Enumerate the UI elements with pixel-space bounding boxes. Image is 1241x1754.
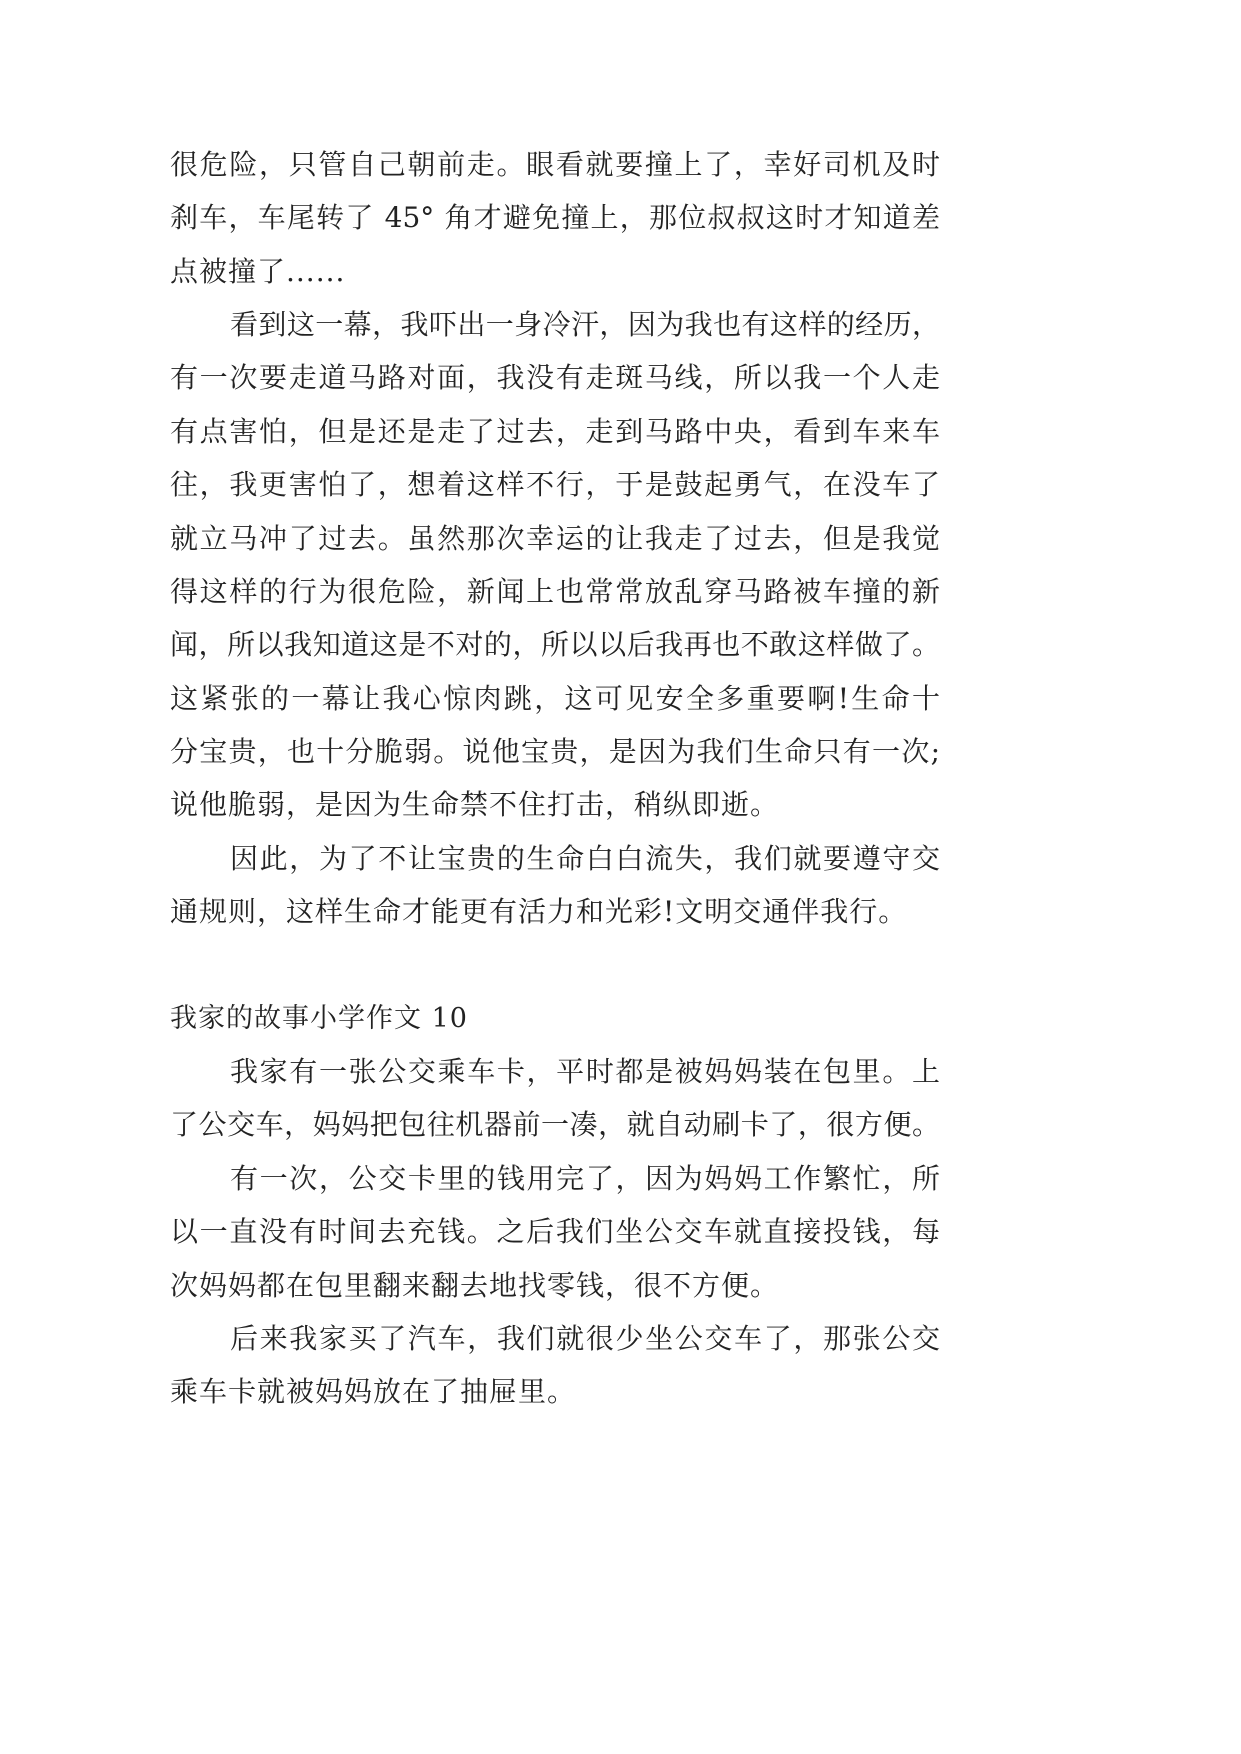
paragraph — [170, 1312, 940, 1419]
text-line: 次妈妈都在包里翻来翻去地找零钱，很不方便。 — [170, 1268, 780, 1302]
paragraph — [170, 1045, 940, 1152]
paragraph — [170, 1152, 940, 1312]
article-title: 我家的故事小学作文 10 — [170, 1002, 468, 1034]
text-line: 这紧张的一幕让我心惊肉跳，这可见安全多重要啊!生命十 — [170, 681, 940, 715]
text-line: 后来我家买了汽车，我们就很少坐公交车了，那张公交 — [230, 1321, 940, 1355]
text-line: 分宝贵，也十分脆弱。说他宝贵，是因为我们生命只有一次; — [170, 734, 940, 768]
text-line: 很危险，只管自己朝前走。眼看就要撞上了，幸好司机及时 — [170, 148, 940, 181]
text-line: 就立马冲了过去。虽然那次幸运的让我走了过去，但是我觉 — [170, 521, 940, 555]
text-line: 刹车，车尾转了 45° 角才避免撞上，那位叔叔这时才知道差 — [170, 201, 940, 235]
text-line: 了公交车，妈妈把包往机器前一凑，就自动刷卡了，很方便。 — [170, 1108, 940, 1142]
paragraph — [170, 298, 940, 832]
text-line: 往，我更害怕了，想着这样不行，于是鼓起勇气，在没车了 — [170, 468, 940, 502]
text-line: 有一次，公交卡里的钱用完了，因为妈妈工作繁忙，所 — [230, 1161, 940, 1195]
text-line: 以一直没有时间去充钱。之后我们坐公交车就直接投钱，每 — [170, 1215, 940, 1249]
paragraph-spacer — [170, 938, 940, 991]
text-line: 乘车卡就被妈妈放在了抽屉里。 — [170, 1375, 577, 1409]
text-line: 闻，所以我知道这是不对的，所以以后我再也不敢这样做了。 — [170, 628, 940, 662]
text-line: 点被撞了...... — [170, 254, 346, 288]
paragraph — [170, 138, 940, 298]
document-body — [170, 138, 940, 1419]
text-line: 有点害怕，但是还是走了过去，走到马路中央，看到车来车 — [170, 414, 940, 448]
paragraph — [170, 832, 940, 939]
text-line: 因此，为了不让宝贵的生命白白流失，我们就要遵守交 — [230, 841, 940, 875]
text-line: 得这样的行为很危险，新闻上也常常放乱穿马路被车撞的新 — [170, 574, 940, 608]
text-line: 通规则，这样生命才能更有活力和光彩!文明交通伴我行。 — [170, 895, 908, 929]
text-line: 看到这一幕，我吓出一身冷汗，因为我也有这样的经历， — [230, 308, 940, 342]
text-line: 我家有一张公交乘车卡，平时都是被妈妈装在包里。上 — [230, 1055, 940, 1089]
text-line: 有一次要走道马路对面，我没有走斑马线，所以我一个人走 — [170, 361, 940, 395]
text-line: 说他脆弱，是因为生命禁不住打击，稍纵即逝。 — [170, 788, 780, 822]
